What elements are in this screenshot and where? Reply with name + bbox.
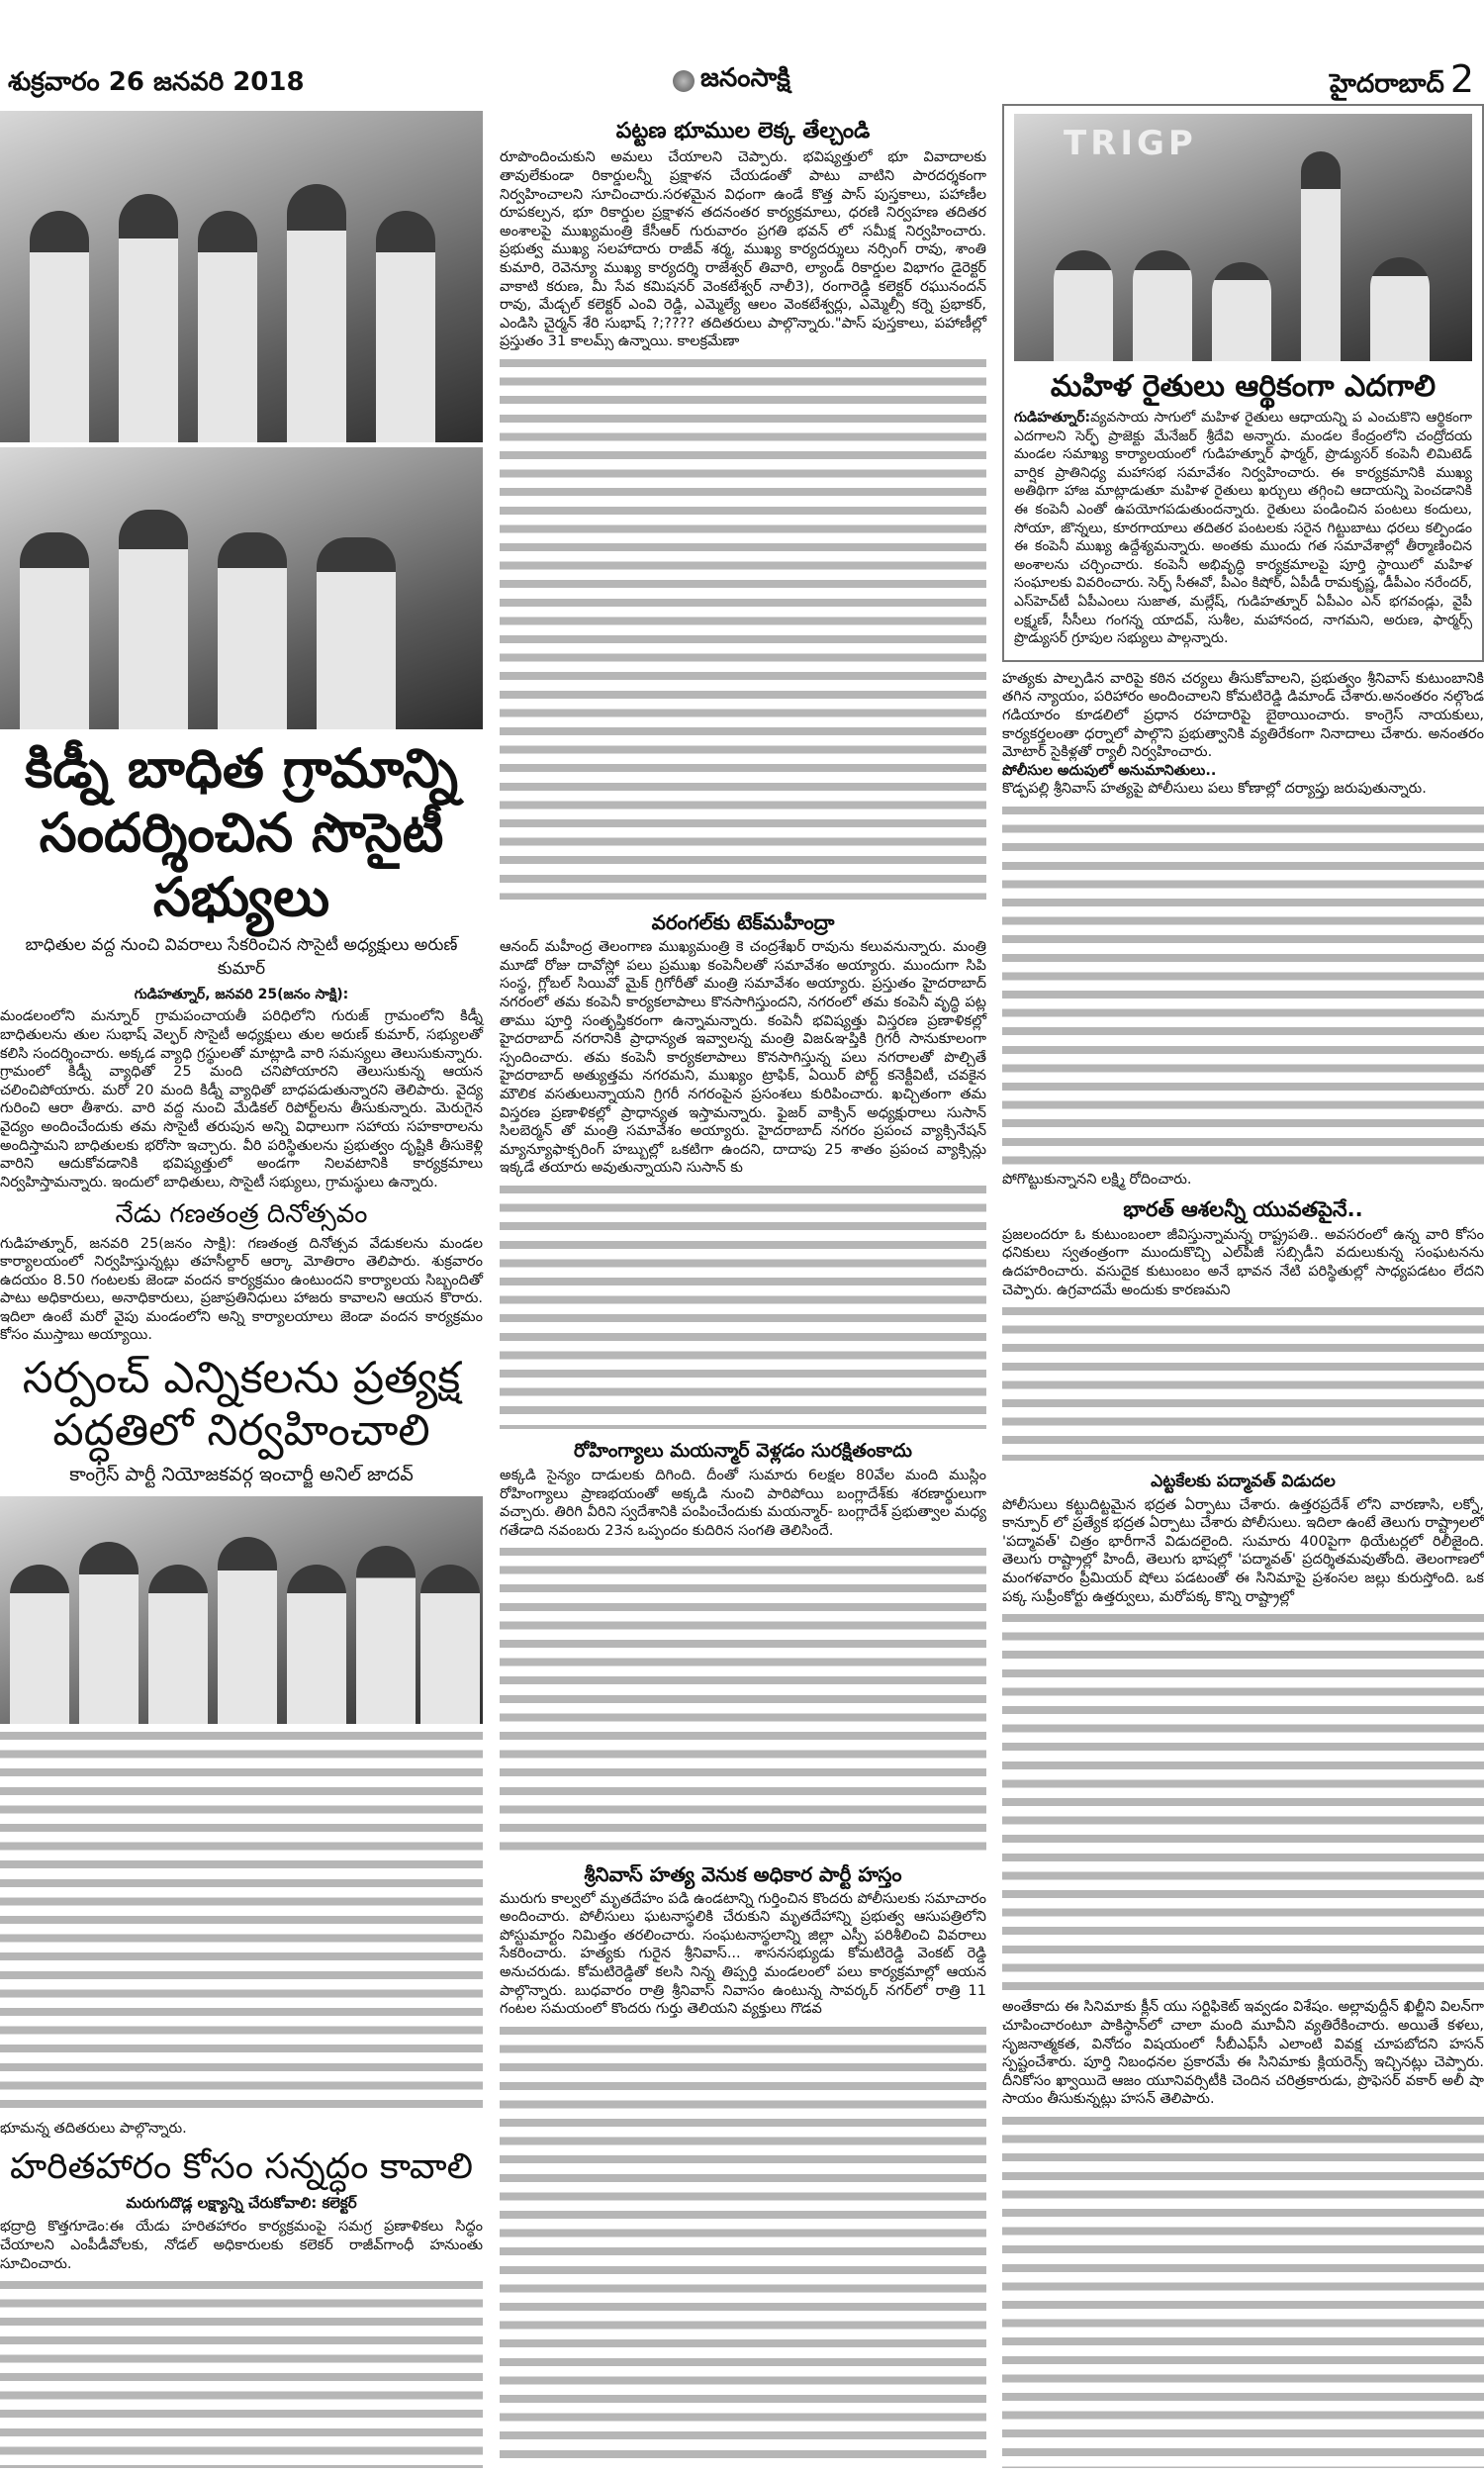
women-body-text: వ్యవసాయ సాగులో మహిళ రైతులు ఆధాయన్ని ప ఎంచుకొని ఆర్థికంగా ఎదగాలని సెర్ఫ్ ప్రాజెక్టు మేనేజర్ శ్రీదేవి అన్నారు. మండల కేంద్రంలోని చంద్రోదయ మండల సమాఖ్య కార్యాలయంలో గుడిహత్నూర్ ఫార్మర్, ప్రొడ్యుసర్ కంపెనీ లిమిటెడ్ వార్షిక ప్రాతినిధ్య మహాసభ సమావేశం నిర్వహించారు. ఈ కార్యక్రమానికి ముఖ్య అతిథిగా హాజ మాట్లాడుతూ మహిళ రైతులు ఖర్చులు తగ్గించి ఆదాయన్ని పెంచడానికి ఈ కంపెనీ ఎంతో ఉపయోగపడుతుందన్నారు. రైతులు పండించిన పంటలు కందులు, సోయా, జొన్నలు, కూరగాయాలు తదితర పంటలకు సరైన గిట్టుబాటు ధరలు కల్పిండం ఈ కంపెనీ ముఖ్య ఉద్దేశ్యమన్నారు. అంతకు ముందు గత సమావేశాల్లో తీర్మాణించిన అంశాలను చర్చించారు. కంపెనీ అభివృద్ధి కార్యక్రమాలపై పూర్తి స్థాయిలో మహిళ సంఘాలకు వివరించారు. సెర్ఫ్ సీఈవో, పీఎం కిషోర్, ఏపీడీ రామకృష్ణ, డీపీఎం నరేందర్, ఎస్‌హెచ్‌టీ ఏపీఎంలు సుజాత, మల్లేష్, గుడిహత్నూర్ ఏపీఎం ఎన్ భగవండ్లు, వైపీ లక్ష్మణ్, సీసీలు గంగన్న యాదవ్, సుశీల, మహానంద, నాగమని, అరుణ, ఫార్మర్స్ ప్రొడ్యుసర్ గ్రూపుల సభ్యులు పాల్గన్నారు. [1014, 410, 1472, 647]
komati-body: హత్యకు పాల్పడిన వారిపై కఠిన చర్యలు తీసుకోవాలని, ప్రభుత్వం శ్రీనివాస్ కుటుంబానికి తగిన న్యాయం, పరిహారం అందించాలని కోమటిరెడ్డి డిమాండ్ చేశారు.అనంతరం నల్గొండ గడియారం కూడలిలో ప్రధాన రహదారిపై బైఠాయించారు. కాంగ్రెస్ నాయకులు, కార్యకర్తలంతా ధర్నాలో పాల్గొని ప్రభుత్వానికి వ్యతిరేకంగా నినాదాలు చేశారు. అనంతరం మోటార్ సైకిళ్లతో ర్యాలీ నిర్వహించారు. [1002, 670, 1484, 761]
photo-women-farmers-meeting [1014, 114, 1472, 361]
srinivas-body: మురుగు కాల్వలో మృతదేహం పడి ఉండటాన్ని గుర్తించిన కొందరు పోలీసులకు సమాచారం అందించారు. పోలీసులు ఘటనాస్థలికి చేరుకుని మృతదేహాన్ని ప్రభుత్వ ఆసుపత్రిలోని పోస్టుమార్టం నిమిత్తం తరలించారు. సంఘటనాస్థలాన్ని జిల్లా ఎస్పీ పరిశీలించి వివరాలు సేకరించారు. హత్యకు గురైన శ్రీనివాస్... శాసనసభ్యుడు కోమటిరెడ్డి వెంకట్ రెడ్డి అనుచరుడు. కోమటిరెడ్డితో కలసి నిన్న తిప్పర్తి మండలంలో పలు కార్యక్రమాల్లో ఆయన పాల్గొన్నారు. బుధవారం రాత్రి శ్రీనివాస్ నివాసం ఉంటున్న సావర్కర్ నగర్‌లో రాత్రి 11 గంటల సమయంలో కొందరు గుర్తు తెలియని వ్యక్తులు గొడవ [500, 1890, 986, 2018]
sarpanch-closing: భూమన్న తదితరులు పాల్గొన్నారు. [0, 2120, 187, 2137]
sarpanch-subhead: కాంగ్రెస్ పార్టీ నియోజకవర్గ ఇంచార్జీ అనిల్ జాదవ్ [69, 1463, 414, 1485]
issue-date: శుక్రవారం 26 జనవరి 2018 [8, 67, 305, 97]
women-body [1014, 409, 1472, 648]
republic-body: గుడిహత్నూర్, జనవరి 25(జనం సాక్షి): గణతంత్ర దినోత్సవ వేడుకలను మండల కార్యాలయంలో నిర్వహిస్తున్నట్లు తహసీల్దార్ ఆర్కా మోతిరాం తెలిపారు. శుక్రవారం ఉదయం 8.50 గంటలకు జెండా వందన కార్యక్రమం ఉంటుందని కార్యాలయ సిబ్బందితో పాటు అధికారులు, అనాధికారులు, ప్రజాప్రతినిధులు హాజరు కావాలని ఆయన కొరారు. ఇదిలా ఉంటే మరో వైపు మండంలోని అన్ని కార్యాలయాలు జెండా వందన కార్యక్రమం కోసం ముస్తాబు అయ్యాయి. [0, 1235, 483, 1344]
bharat-headline: భారత్ ఆశలన్నీ యువతపైనే.. [1123, 1196, 1363, 1221]
komati-body-text [1002, 802, 1484, 1168]
page-number: 2 [1449, 57, 1474, 101]
kidney-headline [0, 737, 483, 929]
rohingya-body-text [500, 1543, 986, 1851]
left-column [0, 111, 483, 2471]
republic-headline: నేడు గణతంత్ర దినోత్సవం [115, 1199, 368, 1230]
padmavat-headline: ఎట్టకేలకు పద్మావత్ విడుదల [1151, 1472, 1336, 1492]
padmavat-body: పోలీసులు కట్టుదిట్టమైన భద్రత ఏర్పాటు చేశారు. ఉత్తరప్రదేశ్ లోని వారణాసి, లక్నో, కాన్పూర్ లో ప్రత్యేక భద్రత ఏర్పాటు చేశారు పోలీసులు. ఇదిలా ఉంటే తెలుగు రాష్ట్రాలలో 'పద్మావత్' చిత్రం భారీగానే విడుదలైంది. సుమారు 400పైగా థియేటర్లలో రిలీజైంది. తెలుగు రాష్ట్రాల్లో హిందీ, తెలుగు భాషల్లో 'పద్మావత్' ప్రదర్శితమవుతోంది. తెలంగాణలో మంగళవారం ప్రీమియర్ షోలు పడటంతో ఈ సినిమాపై ప్రశంసల జల్లు కురుస్తోంది. ఒక పక్క సుప్రీంకోర్టు ఉత్తర్వులు, మరోపక్క కొన్ని రాష్ట్రాల్లో [1002, 1496, 1484, 1605]
kidney-headline-line1: కిడ్నీ బాధిత గ్రామాన్ని [25, 737, 458, 800]
rohingya-body: అక్కడి సైన్యం దాడులకు దిగింది. దీంతో సుమారు 6లక్షల 80వేల మంది ముస్లిం రోహింగ్యాలు ప్రాణభయంతో అక్కడి నుంచి పారిపోయి బంగ్లాదేశ్‌కు శరణార్థులుగా వచ్చారు. తిరిగి వీరిని స్వదేశానికి పంపించేందుకు మయన్మార్- బంగ్లాదేశ్ ప్రభుత్వాల మధ్య గతేడాది నవంబరు 23న ఒప్పందం కుదిరిన సంగతి తెలిసిందే. [500, 1467, 986, 1539]
middle-column [500, 111, 986, 2471]
tech-headline: వరంగల్‌కు టెక్‌మహీంద్రా [651, 910, 835, 935]
women-dateline: గుడిహత్నూర్: [1014, 410, 1091, 426]
page-label [1330, 57, 1474, 105]
bharat-body-text [1002, 1302, 1484, 1461]
haritha-body-text [0, 2276, 483, 2468]
komati-subhead: పోలీసుల అదుపులో అనుమానితులు.. [1002, 762, 1217, 779]
sarpanch-headline [0, 1353, 483, 1458]
city-name: హైదరాబాద్ [1330, 69, 1444, 99]
haritha-body: భద్రాద్రి కొత్తగూడెం:ఈ యేడు హరితహారం కార్యక్రమంపై సమగ్ర ప్రణాళికలు సిద్ధం చేయాలని ఎంపీడీవోలకు, నోడల్ అధికారులకు కలెకర్ రాజీవ్‌గాంధీ హనుంతు సూచించారు. [0, 2219, 483, 2272]
sarpanch-headline-line2: పద్ధతిలో నిర్వహించాలి [52, 1404, 430, 1456]
kidney-dateline: గుడిహత్నూర్, జనవరి 25(జనం సాక్షి): [134, 987, 349, 1003]
srinivas-body-text [500, 2022, 986, 2468]
bharat-body: ప్రజలందరూ ఓ కుటుంబంలా జీవిస్తున్నామన్న రాష్ట్రపతి.. అవసరంలో ఉన్న వారి కోసం ధనికులు స్వతంత్రంగా ముందుకొచ్చి ఎల్‌పీజీ సబ్సిడీని వదులుకున్న సంఘటనను ఉదహరించారు. వసుదైక కుటుంబం అనే భావన నేటి పరిస్థితుల్లో సాధ్యపడటం లేదని చెప్పారు. ఉగ్రవాదమే అందుకు కారణమని [1002, 1226, 1484, 1298]
women-farmers-box [1002, 104, 1484, 662]
sarpanch-body-text [0, 1727, 483, 2117]
komati-closing: పోగొట్టుకున్నానని లక్ష్మి రోదించారు. [1002, 1171, 1192, 1188]
masthead-logo [673, 63, 790, 99]
kidney-body: మండలంలోని మన్నూర్ గ్రామపంచాయతీ పరిధిలోని గురుజ్ గ్రామంలోని కిడ్నీ బాధితులను తుల సుభాష్ వెల్ఫర్ సొసైటీ అధ్యక్షులు తుల అరుణ్ కుమార్, సభ్యులతో కలిసి సందర్శించారు. అక్కడ వ్యాధి గ్రస్థులతో మాట్లాడి వారి సమస్యలు తెలుసుకున్నారు. గ్రామంలో కిడ్నీ వ్యాధితో 25 మంది చనిపోయారని తెలుసుకున్న ఆయన చలించిపోయారు. మరో 20 మంది కిడ్నీ వ్యాధితో బాధపడుతున్నారని తెలిపారు. వైద్య గురించి ఆరా తీశారు. వారి వద్ద నుంచి మేడికల్ రిపోర్ట్‌లను తీసుకున్నారు. మెరుగైన వైద్యం అందించేందుకు తమ సొసైటీ తరుపున అన్ని విధాలుగా సహాయ సహకారాలను అందిస్తామని బాధితులకు భరోసా ఇచ్చారు. వీరి పరిస్థితులను ప్రభుత్వం దృష్టికి తీసుకెళ్లి వారిని ఆదుకోవడానికి భవిష్యత్తులో అండగా నిలవటానికి కార్యక్రమాలు నిర్వహిస్తామన్నారు. ఇందులో బాధితులు, సొసైటీ సభ్యులు, గ్రామస్థులు ఉన్నారు. [0, 1008, 483, 1190]
kidney-headline-line2: సందర్శించిన సొసైటీ సభ్యులు [39, 801, 444, 928]
land-headline: పట్టణ భూముల లెక్క తేల్చండి [615, 119, 871, 143]
tech-body-text [500, 1181, 986, 1429]
kidney-subhead: బాధితుల వద్ద నుంచి వివరాలు సేకరించిన సొసైటీ అధ్యక్షులు అరుణ్ కుమార్ [25, 935, 458, 980]
women-headline: మహిళ రైతులు ఆర్థికంగా ఎదగాలి [1050, 369, 1437, 404]
photo-congress-leaders [0, 1496, 483, 1724]
logo-emblem-icon [673, 70, 695, 92]
haritha-subhead: మరుగుదొడ్ల లక్ష్యాన్ని చేరుకోవాలి: కలెక్టర్ [126, 2194, 357, 2213]
land-body-text [500, 354, 986, 900]
padmavat-body-text-2 [1002, 2112, 1484, 2468]
logo-text: జనంసాక్షి [700, 63, 790, 93]
komati-body2: కొడ్పపల్లి శ్రీనివాస్ హత్యపై పోలీసులు పలు కోణాల్లో దర్యాప్తు జరుపుతున్నారు. [1002, 781, 1427, 798]
srinivas-headline: శ్రీనివాస్ హత్య వెనుక అధికార పార్టీ హస్తం [584, 1861, 902, 1886]
rohingya-headline: రోహింగ్యాలు మయన్మార్ వెళ్లడం సురక్షితంకాదు [574, 1440, 912, 1463]
photo-kidney-visit-2 [0, 447, 483, 729]
photo-kidney-visit-1 [0, 111, 483, 442]
meeting-banner-text: TRIGP [1064, 124, 1197, 163]
land-body: రూపొందించుకుని అమలు చేయాలని చెప్పారు. భవిష్యత్తులో భూ వివాదాలకు తావులేకుండా రికార్డులన్నీ ప్రక్షాళన చేయడంతో పాటు వాటిని పారదర్శకంగా నిర్వహించాలని సూచించారు.సరళమైన విధంగా ఉండే కొత్త పాస్ పుస్తకాలు, పహాణీల రూపకల్పన, భూ రికార్డుల ప్రక్షాళన తదనంతర కార్యక్రమాలు, ధరణి నిర్వహణ తదితర అంశాలపై ముఖ్యమంత్రి కేసీఆర్ గురువారం ప్రగతి భవన్ లో సమీక్ష నిర్వహించారు. ప్రభుత్వ ముఖ్య సలహాదారు రాజీవ్ శర్మ, ముఖ్య కార్యదర్శులు నర్సింగ్ రావు, శాంతి కుమారి, రెవెన్యూ ముఖ్య కార్యదర్శి రాజేశ్వర్ తివారి, ల్యాండ్ రికార్డుల విభాగం డైరెక్టర్ వాకాటి కరుణ, మీ సేవ కమిషనర్ వెంకటేశ్వర్ నాలీ3), రంగారెడ్డి కలెక్టర్ రఘునందన్ రావు, మేడ్చల్ కలెక్టర్ ఎంవి రెడ్డి, ఎమ్మెల్యే ఆలం వెంకటేశ్వర్లు, ఎమ్మెల్సీ కర్నె ప్రభాకర్, ఎండిసి చైర్మన్ శేరి సుభాష్ ?;???? తదితరులు పాల్గొన్నారు."పాస్ పుస్తకాలు, పహాణీల్లో ప్రస్తుతం 31 కాలమ్స్ ఉన్నాయి. కాలక్రమేణా [500, 149, 986, 350]
tech-body: ఆనంద్ మహీంద్ర తెలంగాణ ముఖ్యమంత్రి కె చంద్రశేఖర్ రావును కలువనున్నారు. మంత్రి మూడో రోజు దావోస్లో పలు ప్రముఖ కంపెనీలతో సమావేశం అయ్యారు. ముందుగా సిపి సంస్థ, గ్లోబల్ సియివో మైక్ గ్రిగోరీతో మంత్రి సమావేశం అయ్యారు. ప్రస్తుతం హైదరాబాద్ నగరంలో తమ కంపెనీ కార్యకలాపాలు కొనసాగిస్తుందని, నగరంలో తమ కంపెనీ వృద్ధి పట్ల తాము పూర్తి సంతృప్తికరంగా ఉన్నామన్నారు. కంపెనీ భవిష్యత్తు విస్తరణ ప్రణాళికల్లో హైదరాబాద్ నగరానికి ప్రాధాన్యత ఇవ్వాలన్న మంత్రి విజ&ఞప్తికి గ్రిగరీ సానుకూలంగా స్పందించారు. తమ కంపెనీ కార్యకలాపాలు కొనసాగిస్తున్న పలు నగరాలతో పొల్చితే హైదరాబాద్ అత్యుత్తమ నగరమని, ముఖ్యం ట్రాఫిక్, ఏయిర్ పోర్ట్ కనెక్టీవిటీ, చవకైన మౌలిక వసతులున్నాయని గ్రిగరీ నగరంపైన ప్రసంశలు కురిపించారు. ఖచ్చితంగా తమ విస్తరణ ప్రణాళికల్లో ప్రాధాన్యత ఇస్తామన్నారు. ఫైజర్ వాక్సిన్ అధ్యక్షురాలు సుసాన్ సిలబెర్మన్ తో మంత్రి సమావేశం అయ్యారు. హైదరాబాద్ నగరం ప్రపంచ వ్యాక్సినేషన్ మ్యాన్యూఫాక్చరింగ్ హబ్బుల్లో ఒకటిగా ఉందని, దాదాపు 25 శాతం ప్రపంచ వ్యాక్సిన్లు ఇక్కడే తయారు అవుతున్నాయని సుసాన్ కు [500, 939, 986, 1177]
padmavat-body2: అంతేకాదు ఈ సినిమాకు క్లీన్ యు సర్టిఫికెట్ ఇవ్వడం విశేషం. అల్లావుద్దీన్ ఖిల్జీని విలన్‌గా చూపించారంటూ పాకిస్థాన్‌లో చాలా మంది మూవీని వ్యతిరేకించారు. అయితే కళలు, సృజనాత్మకత, వినోదం విషయంలో సీబీఎఫ్‌సీ ఎలాంటి వివక్ష చూపబోదని హసన్ స్పష్టంచేశారు. పూర్తి నిబంధనల ప్రకారమే ఈ సినిమాకు క్లియరెన్స్ ఇచ్చినట్లు చెప్పారు. దీనికోసం ఖ్వాయిదె ఆజం యూనివర్సిటీకి చెందిన చరిత్రకారుడు, ప్రొఫెసర్ వకార్ అలీ షా సాయం తీసుకున్నట్లు హసన్ తెలిపారు. [1002, 1999, 1484, 2108]
haritha-headline: హరితహారం కోసం సన్నద్ధం కావాలి [9, 2146, 474, 2188]
padmavat-body-text [1002, 1609, 1484, 1995]
right-column [1002, 104, 1484, 2471]
sarpanch-headline-line1: సర్పంచ్ ఎన్నికలను ప్రత్యక్ష [22, 1353, 461, 1404]
